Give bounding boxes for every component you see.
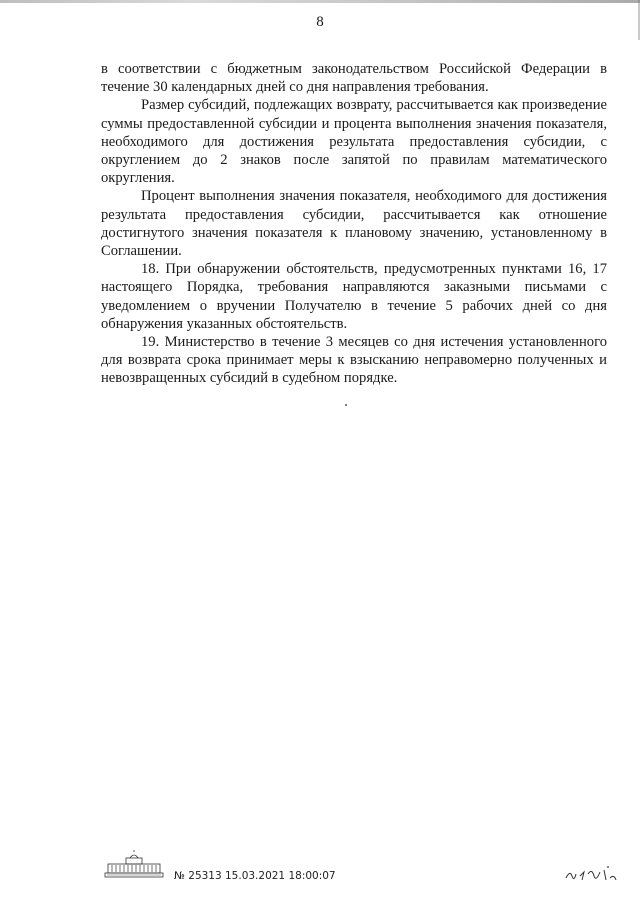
paragraph-clause-19: 19. Министерство в течение 3 месяцев со дня истечения установленного для возврата срока принимает меры к взысканию неправомерно полученных и невозвращенных субсидий в судебном порядке. xyxy=(101,334,607,387)
handwritten-initials-icon xyxy=(562,858,622,886)
page-number: 8 xyxy=(316,14,324,30)
paragraph-clause-18: 18. При обнаружении обстоятельств, предусмотренных пунктами 16, 17 настоящего Порядка, требования направляются заказными письмами с уведомлением о вручении Получателю в течение 5 рабочих дней со дня обнаружения указанных обстоятельств. xyxy=(101,261,607,332)
government-building-emblem-icon xyxy=(104,850,164,878)
paragraph-subsidy-amount: Размер субсидий, подлежащих возврату, рассчитывается как произведение суммы предоставленной субсидии и процента выполнения значения показателя, необходимого для достижения результата предоставления субсидии, с округлением до 2 знаков после запятой по правилам математического округления. xyxy=(101,97,607,187)
document-body xyxy=(101,60,607,388)
scan-edge-top xyxy=(0,0,640,3)
footer xyxy=(104,850,634,890)
registration-stamp: № 25313 15.03.2021 18:00:07 xyxy=(174,870,336,882)
paragraph-continuation: в соответствии с бюджетным законодательством Российской Федерации в течение 30 календарных дней со дня направления требования. xyxy=(101,61,607,96)
scan-dot-mark xyxy=(345,404,347,406)
paragraph-indicator-percent: Процент выполнения значения показателя, необходимого для достижения результата предоставления субсидии, рассчитывается как отношение достигнутого значения показателя к плановому значению, установленному в Соглашении. xyxy=(101,188,607,260)
